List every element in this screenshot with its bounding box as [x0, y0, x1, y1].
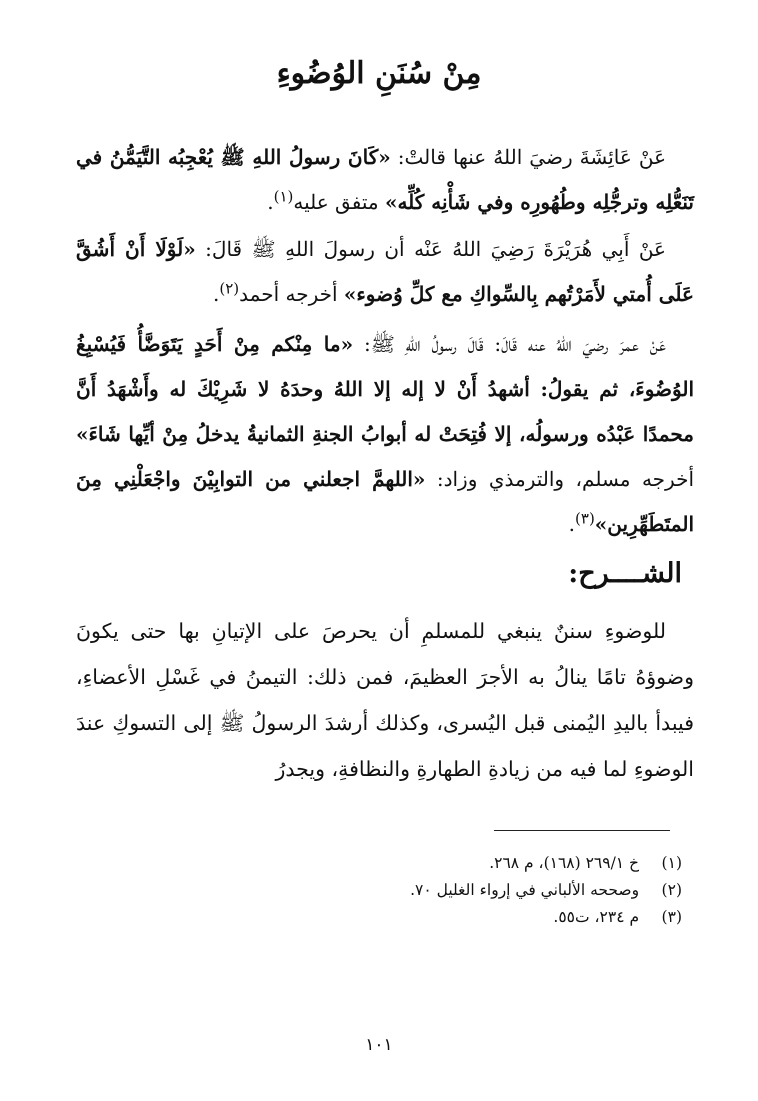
hadith-intro: عَنْ عمرَ رضيَ اللهُ عنه قَالَ: قَالَ رسولُ اللهِ ﷺ:: [363, 332, 667, 356]
footnote-marker: (٢): [219, 279, 240, 298]
hadith-intro: عَنْ عَائِشَةَ رضيَ اللهُ عنها قالتْ:: [397, 145, 667, 169]
footnote-number: (٢): [661, 881, 682, 899]
footnote-text: خ ٢٦٩/١ (١٦٨)، م ٢٦٨.: [489, 854, 640, 872]
footnote-text: وصححه الألباني في إرواء الغليل ٧٠.: [410, 881, 640, 899]
footnotes: [122, 850, 682, 931]
hadith-paragraph-abu-hurayra: [76, 227, 694, 317]
footnote-number: (١): [661, 854, 682, 872]
hadith-text: «لَوْلَا أَنْ أَشُقَّ عَلَى أُمتي لأَمَرْتُهم بِالسِّواكِ مع كلِّ وُضوء»: [76, 237, 694, 306]
page-title: مِنْ سُنَنِ الوُضُوءِ: [276, 56, 482, 91]
footnote-marker: (١): [273, 187, 294, 206]
sentence-end: .: [267, 190, 274, 214]
explanation-text: للوضوءِ سننٌ ينبغي للمسلمِ أن يحرصَ على الإتيانِ بها حتى يكونَ وضوؤهُ تامًا ينالُ به الأجرَ العظيمَ، فمن ذلك: التيمنُ في غَسْلِ الأعضاءِ، فيبدأ باليدِ اليُمنى قبل اليُسرى، وكذلك أرشدَ الرسولُ ﷺ إلى التسوكِ عندَ الوضوءِ لما فيه من زيادةِ الطهارةِ والنظافةِ، ويجدرُ: [76, 619, 694, 781]
hadith-source: أخرجه مسلم، والترمذي وزاد:: [436, 467, 694, 491]
footnote-divider: [494, 830, 670, 831]
footnote-item: [122, 850, 682, 877]
hadith-paragraph-umar: [76, 322, 694, 547]
hadith-addition: «اللهمَّ اجعلني من التوابِيْنَ واجْعَلْنِي مِنَ المتَطَهِّرِين»: [76, 467, 694, 536]
footnote-number: (٣): [661, 908, 682, 926]
footnote-item: [122, 877, 682, 904]
sentence-end: .: [213, 282, 220, 306]
sentence-end: .: [568, 512, 576, 536]
hadith-paragraph-aisha: [76, 135, 694, 225]
explanation-paragraph: [76, 608, 694, 792]
hadith-text: «ما مِنْكم مِنْ أَحَدٍ يَتَوَضَّأُ فَيُسْبِغُ الوُضُوءَ، ثم يقولُ: أشهدُ أَنْ لا إله إلا اللهُ وحدَهُ لا شَرِيْكَ له وأَشْهَدُ أَنَّ محمدًا عَبْدُه ورسولُه، إلا فُتِحَتْ له أبوابُ الجنةِ الثمانيةُ يدخلُ مِنْ أيِّها شَاءَ»: [76, 332, 694, 446]
footnote-marker: (٣): [575, 509, 595, 528]
footnote-text: م ٢٣٤، ت٥٥.: [553, 908, 640, 926]
section-heading-explanation: الشــــرح:: [568, 558, 682, 589]
hadith-intro: عَنْ أَبِي هُرَيْرَةَ رَضِيَ اللهُ عَنْه أن رسولَ اللهِ ﷺ قَالَ:: [205, 237, 666, 261]
page-number: ١٠١: [365, 1035, 393, 1055]
hadith-source: متفق عليه: [293, 190, 379, 214]
footnote-item: [122, 904, 682, 931]
hadith-source: أخرجه أحمد: [239, 282, 338, 306]
hadith-text: «كَانَ رسولُ اللهِ ﷺ يُعْجِبُه التَّيَمُّنُ في تَنَعُّلِه وترجُّلِه وطُهُورِه وفي شَأْنِه كُلِّه»: [76, 145, 694, 214]
